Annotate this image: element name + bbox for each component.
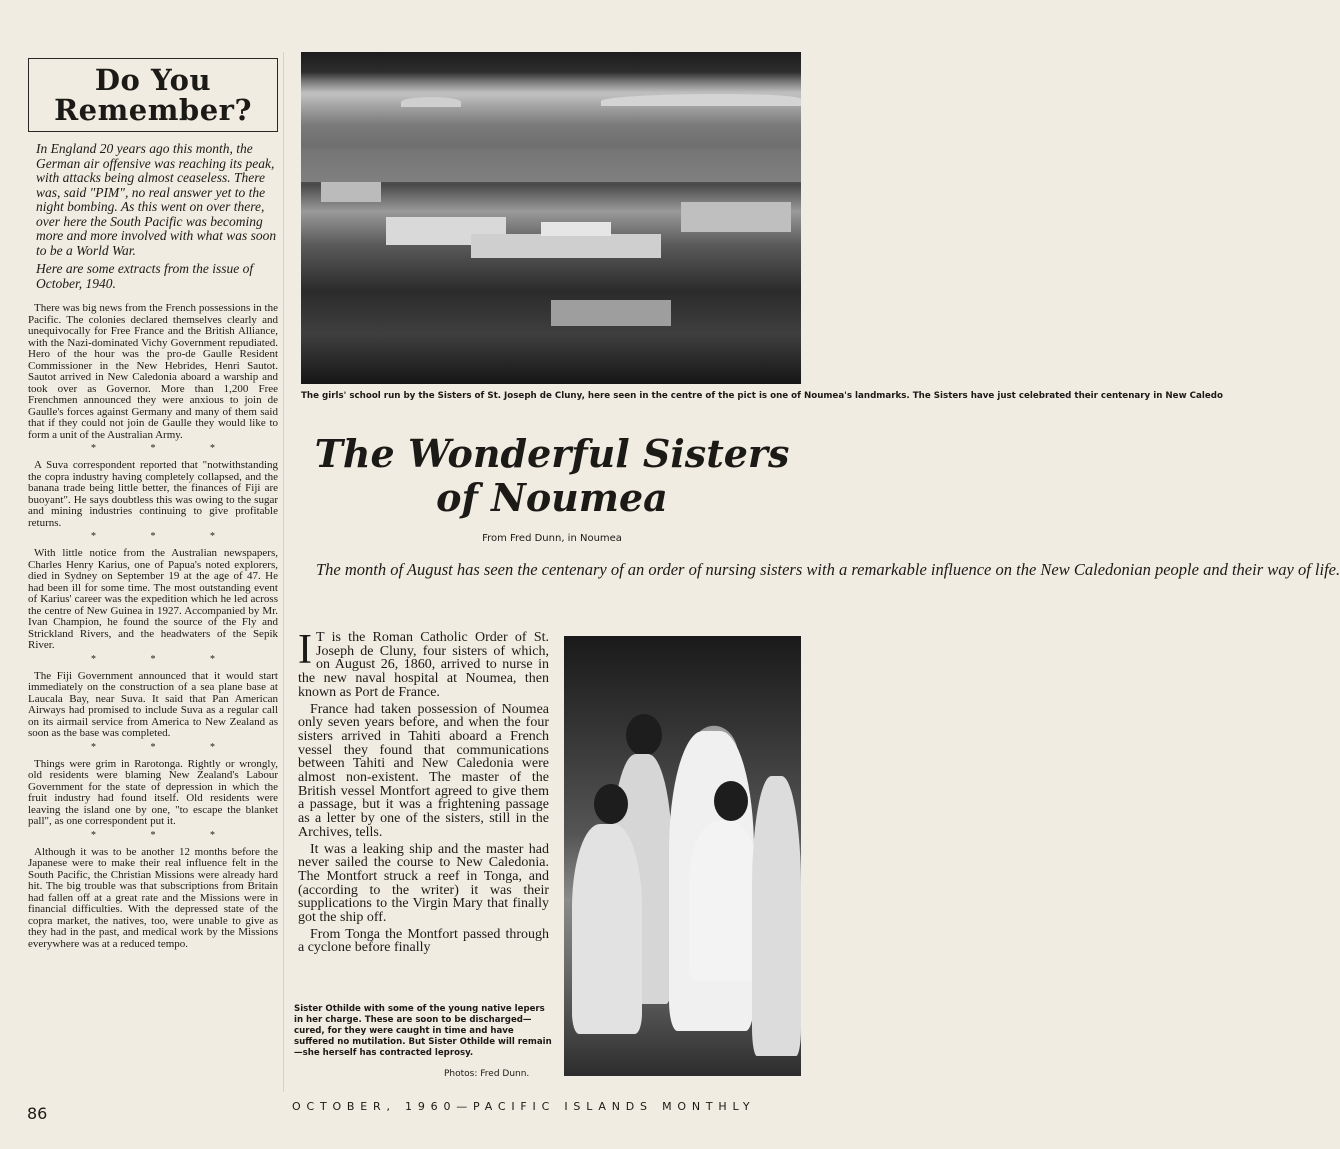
photo-caption-sister-othilde: Sister Othilde with some of the young native lepers in her charge. These are soon to be discharged—cured, for they were caught in time and have suffered no mutilation. But Sister Othilde will remain—she herself has contracted leprosy. — [294, 1004, 552, 1058]
photo-building — [551, 300, 671, 326]
sidebar-column — [28, 58, 278, 950]
sidebar-paragraph: Although it was to be another 12 months before the Japanese were to make their real influence felt in the South Pacific, the Christian Missions were already hard hit. The big trouble was that subscriptions from Britain had fallen off at a great rate and the Missions were in financial difficulties. With the depressed state of the copra market, the natives, too, were unable to give as they had in the past, and medical work by the Missions everywhere was at a reduced tempo. — [28, 845, 278, 950]
sidebar-intro: In England 20 years ago this month, the German air offensive was reaching its peak, with attacks being almost ceaseless. There was, said "PIM", no real answer yet to the night bombing. As this went on over there, over here the South Pacific was becoming more and more involved with what was soon to be a World War. — [36, 141, 277, 258]
photo-caption: The girls' school run by the Sisters of St. Joseph de Cluny, here seen in the centre of the pict is one of Noumea's landmarks. The Sisters have just celebrated their centenary in New Caledo — [301, 391, 1223, 401]
running-footer: OCTOBER, 1960—PACIFIC ISLANDS MONTHLY — [292, 1100, 756, 1113]
photo-building — [321, 182, 381, 202]
article-title: The Wonderful Sisters of Noumea — [314, 431, 790, 520]
photo-figure-head — [626, 714, 662, 756]
photo-noumea-school — [301, 52, 801, 384]
photo-sister-othilde — [564, 636, 801, 1076]
separator-stars: * * * — [91, 653, 241, 665]
sidebar-intro-extracts: Here are some extracts from the issue of October, 1940. — [36, 261, 254, 291]
photo-building — [681, 202, 791, 232]
article-paragraph: From Tonga the Montfort passed through a cyclone before finally — [298, 926, 549, 956]
photo-island — [401, 97, 461, 107]
article-deck: The month of August has seen the centenary of an order of nursing sisters with a remarkable influence on the New Caledonian people and their way of life. — [316, 560, 1340, 579]
article-paragraph — [298, 627, 549, 700]
article-body — [298, 627, 549, 958]
separator-stars: * * * — [91, 741, 241, 753]
photo-figure-head — [714, 781, 748, 821]
sidebar-paragraph: A Suva correspondent reported that "notwithstanding the copra industry having completely collapsed, and the banana trade being little better, the finances of Fiji are buoyant". He says doubtless this was owing to the sugar and mining industries continuing to give profitable returns. — [28, 459, 278, 529]
photo-credit: Photos: Fred Dunn. — [444, 1069, 530, 1079]
photo-figure-head — [594, 784, 628, 824]
photo-figure — [572, 824, 642, 1034]
sidebar-title: Do You Remember? — [54, 63, 252, 127]
photo-figure — [689, 821, 759, 981]
photo-island — [601, 94, 801, 106]
sidebar-heading-box — [28, 58, 278, 132]
sidebar-paragraph: With little notice from the Australian newspapers, Charles Henry Karius, one of Papua's noted explorers, died in Sydney on September 19 at the age of 47. He had been ill for some time. The most outstanding event of Karius' career was the expedition which he led across the centre of New Guinea in 1927. Accompanied by Mr. Ivan Champion, he found the source of the Fly and Strickland Rivers, and the headwaters of the Sepik River. — [28, 547, 278, 651]
article-paragraph: It was a leaking ship and the master had never sailed the course to New Caledonia. The Montfort struck a reef in Tonga, and (according to the writer) it was their supplications to the Virgin Mary that finally got the ship off. — [298, 841, 549, 926]
photo-building — [541, 222, 611, 236]
article-paragraph: France had taken possession of Noumea only seven years before, and when the four sisters arrived in Tahiti aboard a French vessel they found that communications between Tahiti and New Caledonia were almost non-existent. The master of the British vessel Montfort agreed to give them a passage, but it was a frightening passage as a letter by one of the sisters, still in the Archives, tells. — [298, 701, 549, 840]
sidebar-paragraph: Things were grim in Rarotonga. Rightly or wrongly, old residents were blaming New Zealand's Labour Government for the state of depression in which the fruit industry had found itself. Old residents were leaving the island one by one, "to escape the blanket pall", as one correspondent put it. — [28, 757, 278, 827]
sidebar-paragraph: There was big news from the French possessions in the Pacific. The colonies declared themselves clearly and unequivocally for Free France and the British Alliance, with the Nazi-dominated Vichy Government repudiated. Hero of the hour was the pro-de Gaulle Resident Commissioner in the New Hebrides, Henri Sautot. Sautot arrived in New Caledonia aboard a warship and took over as Governor. More than 1,200 Free Frenchmen announced they were anxious to join de Gaulle's forces against Germany and many of them said that if they could not join de Gaulle they would like to form a unit of the Australian Army. — [28, 302, 278, 441]
article-paragraph-text: T is the Roman Catholic Order of St. Joseph de Cluny, four sisters of which, on August 26, 1860, arrived to nurse in the new naval hospital at Noumea, then known as Port de France. — [298, 630, 549, 700]
article-byline: From Fred Dunn, in Noumea — [482, 533, 622, 544]
separator-stars: * * * — [91, 531, 241, 542]
separator-stars: * * * — [91, 443, 241, 454]
photo-building — [471, 234, 661, 258]
column-divider — [283, 52, 284, 1092]
sidebar-paragraph: The Fiji Government announced that it would start immediately on the construction of a sea plane base at Laucala Bay, near Suva. It said that Pan American Airways had promised to include Suva as a regular call on its airmail service from America to New Zealand as soon as the base was completed. — [28, 669, 278, 739]
page-number: 86 — [27, 1104, 48, 1123]
separator-stars: * * * — [91, 829, 241, 841]
photo-figure — [752, 776, 801, 1056]
drop-cap: I — [298, 627, 312, 673]
